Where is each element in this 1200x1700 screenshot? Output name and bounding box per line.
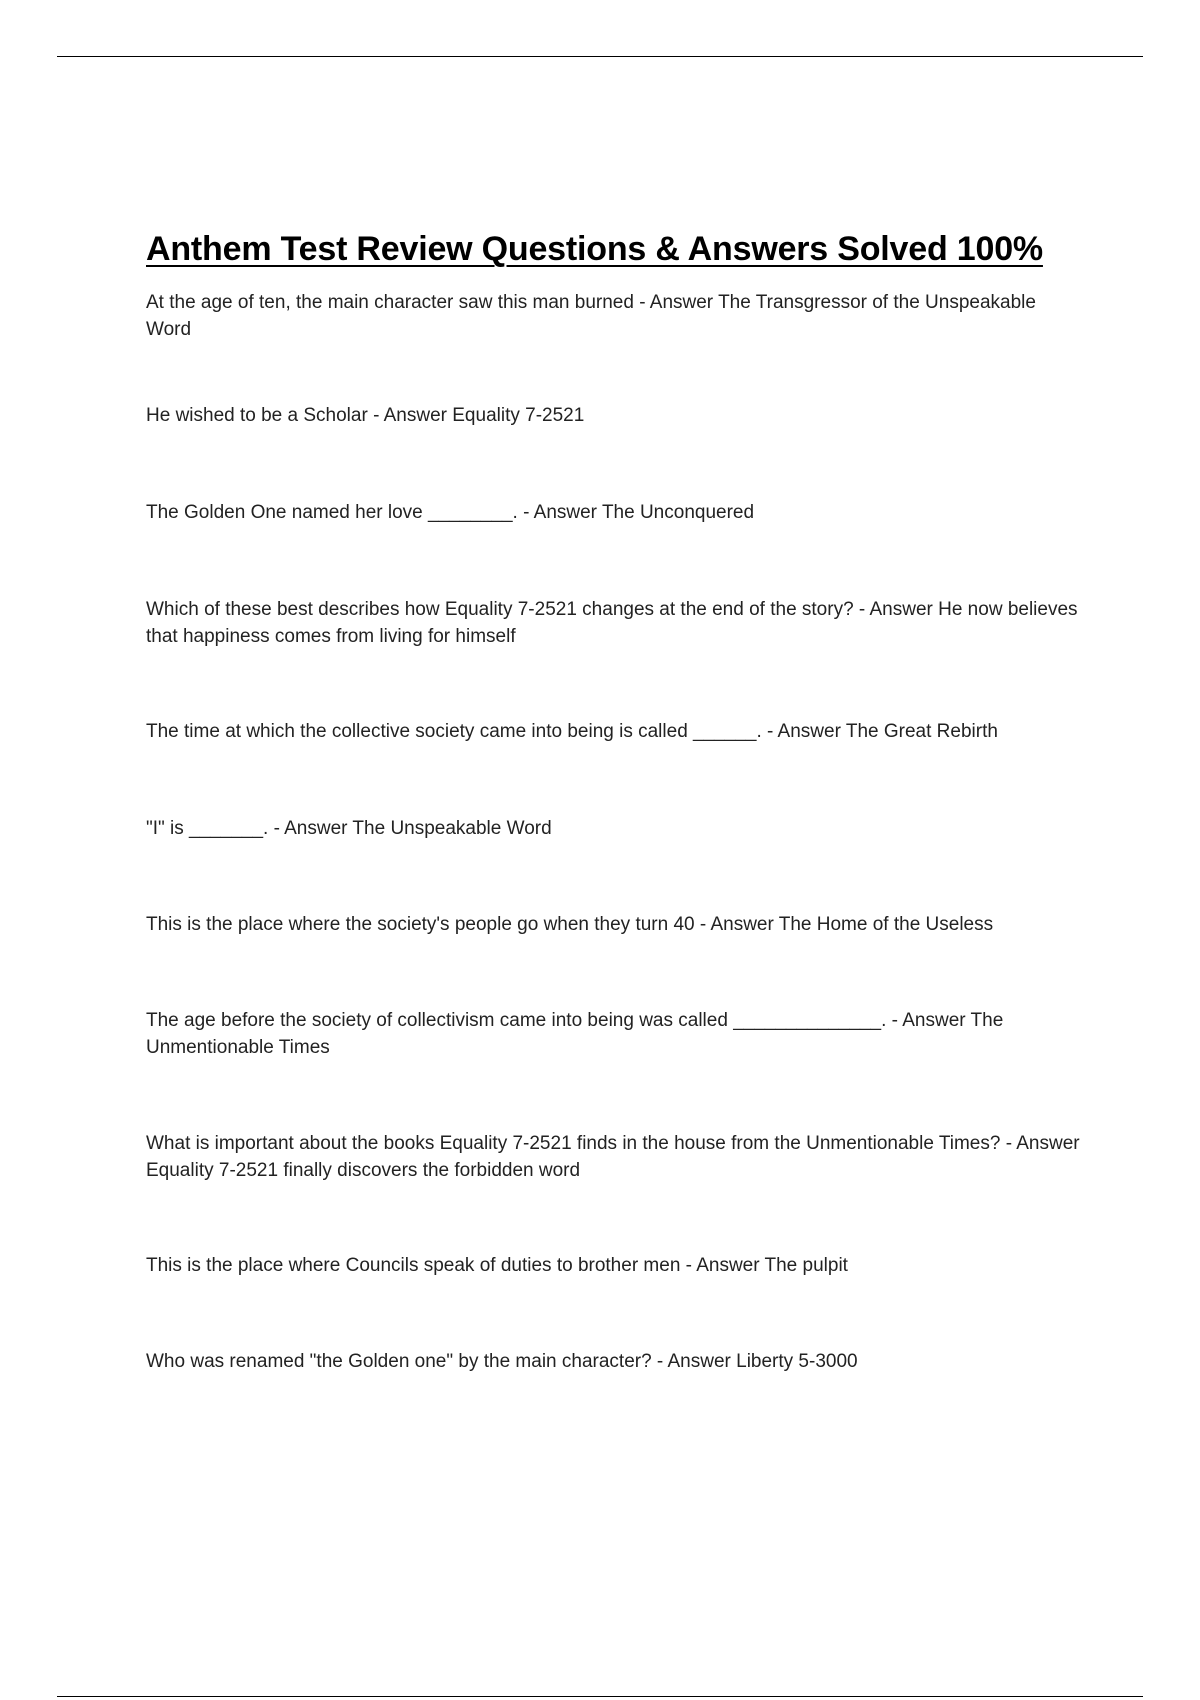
document-title: Anthem Test Review Questions & Answers Solved 100%: [146, 230, 1043, 268]
qa-item-4: Which of these best describes how Equality 7-2521 changes at the end of the story? - Answer He now believes that happiness comes from living for himself: [146, 599, 1078, 647]
qa-item-6: "I" is _______. - Answer The Unspeakable Word: [146, 818, 552, 839]
qa-item-10: This is the place where Councils speak of duties to brother men - Answer The pulpit: [146, 1255, 848, 1276]
document-body: [146, 227, 1086, 1372]
qa-item-9: What is important about the books Equality 7-2521 finds in the house from the Unmentionable Times? - Answer Equality 7-2521 finally discovers the forbidden word: [146, 1133, 1080, 1181]
qa-item-8: The age before the society of collectivism came into being was called ______________. - Answer The Unmentionable Times: [146, 1010, 1004, 1058]
qa-item-3: The Golden One named her love ________. - Answer The Unconquered: [146, 502, 755, 523]
header-rule: [57, 56, 1143, 57]
qa-item-5: The time at which the collective society came into being is called ______. - Answer The Great Rebirth: [146, 721, 998, 742]
qa-item-1: At the age of ten, the main character saw this man burned - Answer The Transgressor of the Unspeakable Word: [146, 292, 1036, 340]
footer-rule: [57, 1696, 1143, 1697]
qa-item-2: He wished to be a Scholar - Answer Equality 7-2521: [146, 405, 585, 426]
qa-item-7: This is the place where the society's people go when they turn 40 - Answer The Home of the Useless: [146, 914, 994, 935]
qa-item-11: Who was renamed "the Golden one" by the main character? - Answer Liberty 5-3000: [146, 1351, 858, 1372]
